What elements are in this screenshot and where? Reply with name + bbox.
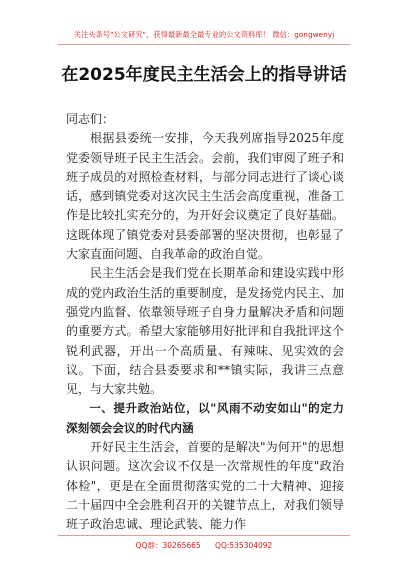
salutation: 同志们：	[66, 112, 115, 126]
footer-contact	[0, 540, 408, 551]
document-title: 在2025年度民主生活会上的指导讲话	[61, 65, 347, 85]
footer-qq-number: QQ:535304092	[215, 541, 273, 550]
footer-qq-group: QQ群：30265665	[135, 541, 201, 550]
header-promo-note: 关注头条号"公文研究"，获得最新最全最专业的公文资料库！ 微信：gongwenyj	[73, 30, 335, 39]
document-body	[66, 110, 344, 535]
paragraph: 开好民主生活会，首要的是解决"为何开"的思想认识问题。这次会议不仅是一次常规性的年度"政治体检"，更是在全面贯彻落实党的二十大精神、迎接二十届四中全会胜利召开的关键节点上，对我们领导班子政治忠诚、理论武装、能力作	[66, 440, 344, 532]
header-divider	[58, 44, 350, 45]
footer-divider	[58, 535, 350, 536]
section-heading: 一、提升政治站位，以"风雨不动安如山"的定力深刻领会会议的时代内涵	[66, 401, 344, 435]
paragraph: 根据县委统一安排，今天我列席指导2025年度党委领导班子民主生活会。会前，我们审阅了班子和班子成员的对照检查材料，与部分同志进行了谈心谈话，感到镇党委对这次民主生活会高度重视，准备工作是比较扎实充分的，为开好会议奠定了良好基础。这既体现了镇党委对县委部署的坚决贯彻，也彰显了大家直面问题、自我革命的政治自觉。	[66, 131, 344, 262]
paragraph: 民主生活会是我们党在长期革命和建设实践中形成的党内政治生活的重要制度，是发扬党内民主、加强党内监督、依靠领导班子自身力量解决矛盾和问题的重要方式。希望大家能够用好批评和自我批评这个锐利武器，开出一个高质量、有辣味、见实效的会议。下面，结合县委要求和**镇实际，我讲三点意见，与大家共勉。	[66, 266, 344, 397]
